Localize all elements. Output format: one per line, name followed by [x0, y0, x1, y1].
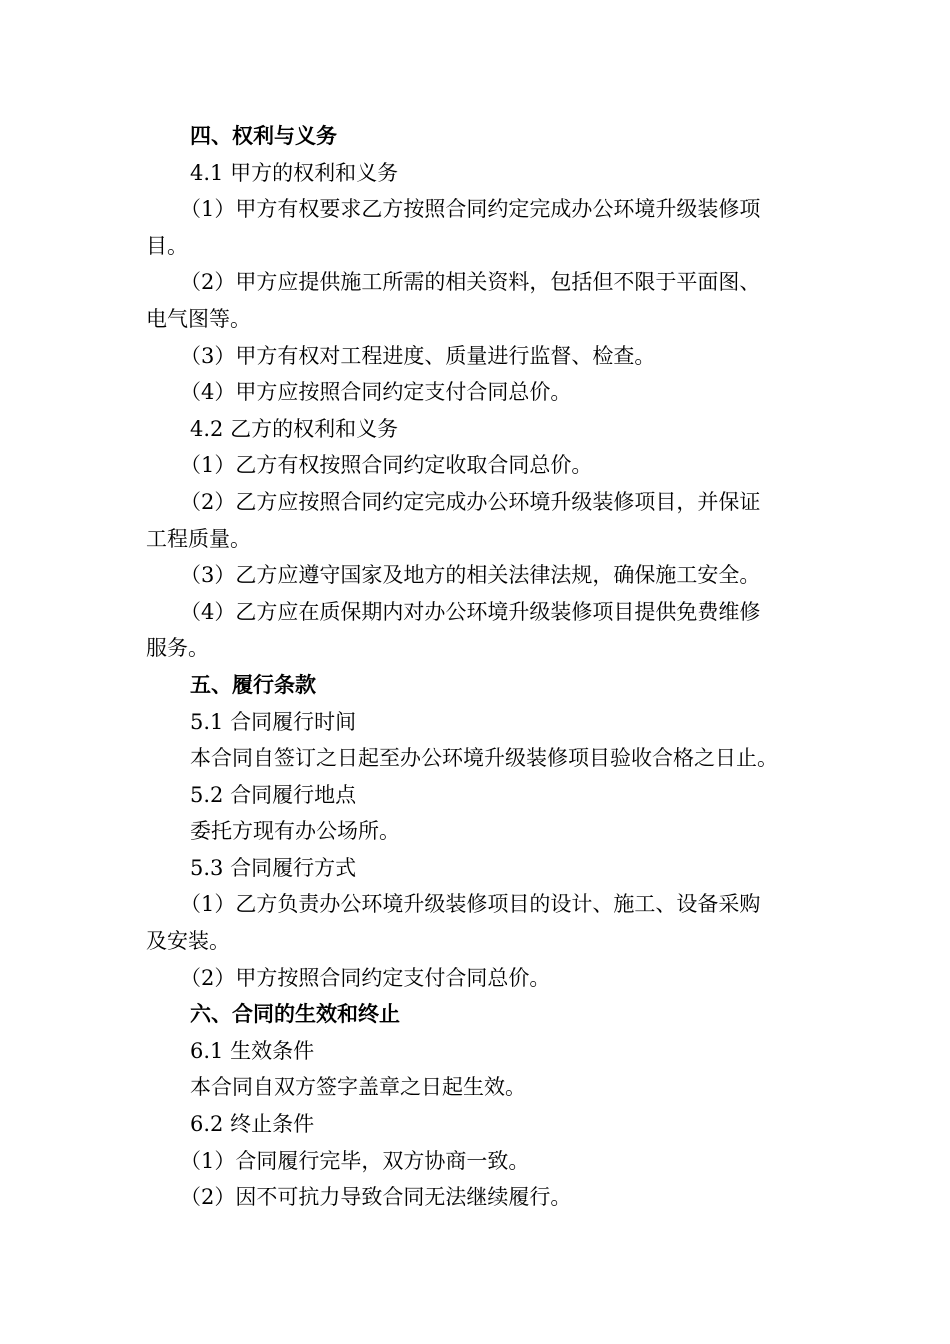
clause-continuation: 电气图等。 — [146, 306, 251, 331]
clause-item: （3）甲方有权对工程进度、质量进行监督、检查。 — [180, 343, 656, 368]
subsection-title: 5.3 合同履行方式 — [190, 855, 357, 880]
section-heading: 五、履行条款 — [190, 671, 316, 697]
clause-text: 本合同自双方签字盖章之日起生效。 — [190, 1075, 526, 1100]
clause-continuation: 及安装。 — [146, 929, 230, 954]
clause-item: （3）乙方应遵守国家及地方的相关法律法规，确保施工安全。 — [180, 563, 761, 588]
section-heading: 四、权利与义务 — [190, 123, 337, 148]
document-page — [146, 118, 806, 1216]
subsection-title: 5.1 合同履行时间 — [190, 709, 357, 734]
subsection-title: 4.2 乙方的权利和义务 — [190, 416, 399, 441]
clause-item: （1）甲方有权要求乙方按照合同约定完成办公环境升级装修项 — [180, 197, 761, 222]
section-heading: 六、合同的生效和终止 — [190, 1001, 400, 1027]
clause-item: （2）因不可抗力导致合同无法继续履行。 — [180, 1185, 572, 1210]
clause-item: （2）甲方应提供施工所需的相关资料，包括但不限于平面图、 — [180, 270, 761, 295]
clause-continuation: 目。 — [146, 233, 188, 258]
subsection-title: 4.1 甲方的权利和义务 — [190, 160, 399, 185]
clause-item: （1）乙方负责办公环境升级装修项目的设计、施工、设备采购 — [180, 892, 761, 917]
subsection-title: 6.2 终止条件 — [190, 1112, 315, 1137]
clause-item: （4）乙方应在质保期内对办公环境升级装修项目提供免费维修 — [180, 599, 761, 624]
clause-item: （4）甲方应按照合同约定支付合同总价。 — [180, 380, 572, 405]
subsection-title: 6.1 生效条件 — [190, 1038, 315, 1063]
clause-item: （2）甲方按照合同约定支付合同总价。 — [180, 965, 551, 990]
clause-continuation: 工程质量。 — [146, 526, 251, 551]
clause-continuation: 服务。 — [146, 636, 209, 661]
clause-item: （1）合同履行完毕，双方协商一致。 — [180, 1148, 530, 1173]
clause-item: （2）乙方应按照合同约定完成办公环境升级装修项目，并保证 — [180, 489, 761, 514]
clause-text: 委托方现有办公场所。 — [190, 819, 400, 844]
clause-text: 本合同自签订之日起至办公环境升级装修项目验收合格之日止。 — [190, 746, 778, 771]
subsection-title: 5.2 合同履行地点 — [190, 782, 357, 807]
clause-item: （1）乙方有权按照合同约定收取合同总价。 — [180, 453, 593, 478]
